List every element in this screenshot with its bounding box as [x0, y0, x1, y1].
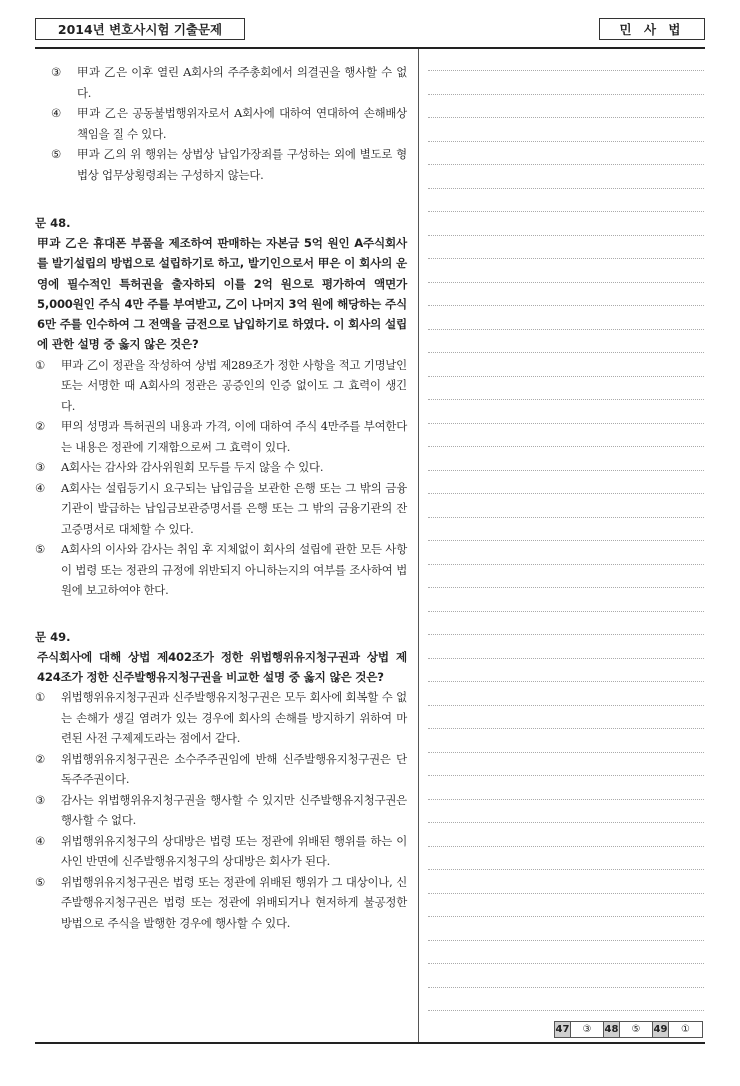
option-text: 위법행위유지청구권은 소수주주권임에 반해 신주발행유지청구권은 단독주주권이다. — [61, 751, 407, 787]
memo-line — [428, 141, 704, 142]
option-number: ④ — [35, 833, 46, 848]
option-number: ⑤ — [35, 542, 46, 557]
option-text: 위법행위유지청구의 상대방은 법령 또는 정관에 위배된 행위를 하는 이사인 반면에 신주발행유지청구의 상대방은 회사가 된다. — [61, 833, 407, 869]
memo-line — [428, 305, 704, 306]
option — [35, 831, 407, 872]
memo-line — [428, 987, 704, 988]
option — [35, 355, 407, 417]
memo-line — [428, 282, 704, 283]
option-text: 위법행위유지청구권은 법령 또는 정관에 위배된 행위가 그 대상이나, 신주발행유지청구권은 법령 또는 정관에 위배되거나 현저하게 불공정한 방법으로 주식을 발행한 경우에 행사할 수 있다. — [61, 874, 407, 930]
memo-line — [428, 399, 704, 400]
memo-line — [428, 352, 704, 353]
carryover-options — [35, 62, 407, 185]
memo-line — [428, 775, 704, 776]
question-column — [35, 62, 407, 933]
top-rule — [35, 47, 705, 49]
question-48 — [35, 213, 407, 601]
option-number: ③ — [51, 65, 62, 79]
memo-line — [428, 681, 704, 682]
answer-choice: ⑤ — [620, 1022, 653, 1037]
memo-line — [428, 94, 704, 95]
option — [35, 687, 407, 749]
memo-line — [428, 235, 704, 236]
option-text: A회사는 설립등기시 요구되는 납입금을 보관한 은행 또는 그 밖의 금융기관이 발급하는 납입금보관증명서를 은행 또는 그 밖의 금융기관의 잔고증명서로 대체할 수 있다. — [61, 480, 407, 536]
option-text: A회사는 감사와 감사위원회 모두를 두지 않을 수 있다. — [61, 460, 324, 475]
option — [35, 478, 407, 540]
memo-line — [428, 188, 704, 189]
option — [35, 457, 407, 478]
option-number: ② — [35, 751, 46, 766]
memo-line — [428, 493, 704, 494]
option-number: ④ — [35, 480, 46, 495]
memo-line — [428, 846, 704, 847]
option-text: 甲과 乙의 위 행위는 상법상 납입가장죄를 구성하는 외에 별도로 형법상 업무상횡령죄는 구성하지 않는다. — [77, 147, 407, 182]
option-number: ④ — [51, 106, 62, 120]
option-text: 甲과 乙은 공동불법행위자로서 A회사에 대하여 연대하여 손해배상책임을 질 수 있다. — [77, 106, 407, 141]
memo-line — [428, 869, 704, 870]
option-number: ② — [35, 419, 46, 434]
answer-choice: ③ — [571, 1022, 604, 1037]
memo-line — [428, 658, 704, 659]
memo-line — [428, 822, 704, 823]
answer-question-number: 48 — [604, 1024, 619, 1035]
memo-line — [428, 470, 704, 471]
option-text: 甲과 乙이 정관을 작성하여 상법 제289조가 정한 사항을 적고 기명날인 또는 서명한 때 A회사의 정관은 공증인의 인증 없이도 그 효력이 생긴다. — [61, 357, 407, 413]
option-text: A회사의 이사와 감사는 취임 후 지체없이 회사의 설립에 관한 모든 사항이 법령 또는 정관의 규정에 위반되지 아니하는지의 여부를 조사하여 법원에 보고하여야 한다. — [61, 542, 407, 598]
memo-line — [428, 117, 704, 118]
option-number: ⑤ — [35, 874, 46, 889]
question-label: 문 49. — [35, 629, 71, 644]
memo-line — [428, 211, 704, 212]
option-text: 감사는 위법행위유지청구권을 행사할 수 있지만 신주발행유지청구권은 행사할 수 없다. — [61, 792, 407, 828]
answer-key — [554, 1021, 703, 1038]
option-text: 위법행위유지청구권과 신주발행유지청구권은 모두 회사에 회복할 수 없는 손해가 생길 염려가 있는 경우에 회사의 손해를 방지하기 위하여 마련된 사전 구제제도라는 점에서 같다. — [61, 690, 407, 746]
memo-line — [428, 963, 704, 964]
option — [35, 416, 407, 457]
memo-line — [428, 540, 704, 541]
bottom-rule — [35, 1042, 705, 1044]
question-stem: 甲과 乙은 휴대폰 부품을 제조하여 판매하는 자본금 5억 원인 A주식회사를 발기설립의 방법으로 설립하기로 하고, 발기인으로서 甲은 이 회사의 운영에 필수적인 특허권을 출자하되 이를 2억 원으로 평가하여 액면가 5,000원인 주식 4만 주를 부여받고, 乙이 나머지 3억 원에 해당하는 주식 6만 주를 인수하여 그 전액을 금전으로 납입하기로 하였다. 이 회사의 설립에 관한 설명 중 옳지 않은 것은? — [37, 236, 407, 352]
exam-title: 2014년 변호사시험 기출문제 — [35, 18, 245, 40]
option-number: ① — [35, 357, 46, 372]
answer-choice: ① — [681, 1024, 690, 1035]
memo-line — [428, 634, 704, 635]
memo-line — [428, 423, 704, 424]
memo-line — [428, 564, 704, 565]
option — [35, 539, 407, 601]
memo-line — [428, 728, 704, 729]
question-stem: 주식회사에 대해 상법 제402조가 정한 위법행위유지청구권과 상법 제424조가 정한 신주발행유지청구권을 비교한 설명 중 옳지 않은 것은? — [37, 649, 407, 685]
memo-line — [428, 705, 704, 706]
option-text: 甲의 성명과 특허권의 내용과 가격, 이에 대하여 주식 4만주를 부여한다는 내용은 정관에 기재함으로써 그 효력이 있다. — [61, 419, 407, 454]
option — [35, 62, 407, 103]
subject-label: 민 사 법 — [599, 18, 705, 40]
answer-question-number: 47 — [555, 1024, 570, 1035]
memo-line — [428, 329, 704, 330]
option-number: ③ — [35, 460, 46, 475]
memo-line — [428, 611, 704, 612]
memo-line — [428, 164, 704, 165]
option — [35, 872, 407, 934]
memo-line — [428, 517, 704, 518]
question-49 — [35, 627, 407, 934]
memo-line — [428, 258, 704, 259]
option — [35, 790, 407, 831]
memo-line — [428, 1010, 704, 1011]
memo-line — [428, 799, 704, 800]
memo-line — [428, 916, 704, 917]
option-number: ⑤ — [51, 147, 62, 161]
memo-line — [428, 587, 704, 588]
option — [35, 144, 407, 185]
answer-question-number: 49 — [653, 1024, 668, 1035]
option-number: ③ — [35, 792, 46, 807]
memo-line — [428, 70, 704, 71]
memo-line — [428, 752, 704, 753]
question-label: 문 48. — [35, 216, 71, 230]
option-number: ① — [35, 690, 46, 705]
memo-line — [428, 376, 704, 377]
option — [35, 103, 407, 144]
option-text: 甲과 乙은 이후 열린 A회사의 주주총회에서 의결권을 행사할 수 없다. — [77, 65, 407, 100]
memo-line — [428, 940, 704, 941]
column-divider — [418, 49, 419, 1042]
memo-line — [428, 446, 704, 447]
memo-line — [428, 893, 704, 894]
option — [35, 749, 407, 790]
